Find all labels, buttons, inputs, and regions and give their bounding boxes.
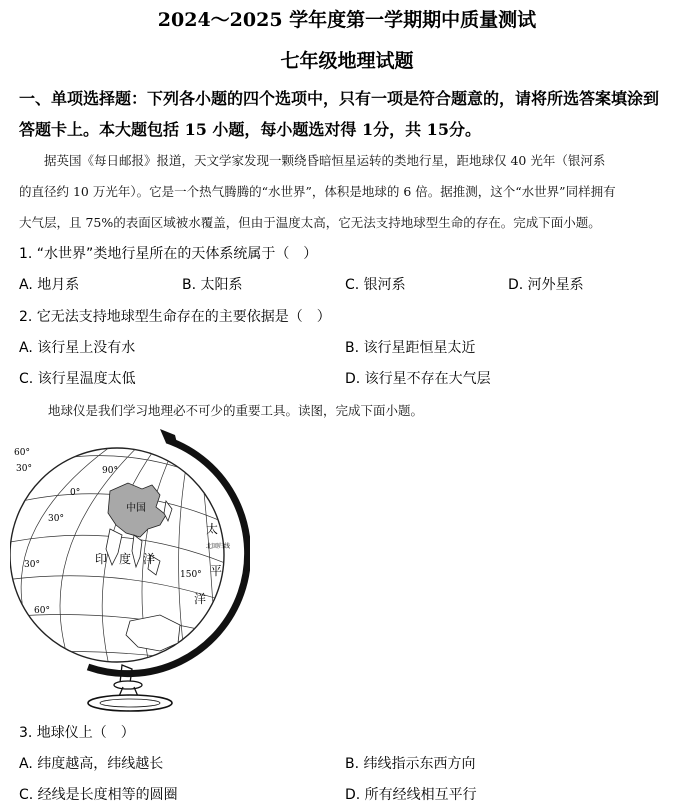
label-pacific-3: 洋 <box>194 592 207 606</box>
passage1-line1: 据英国《每日邮报》报道，天文学家发现一颗绕昏暗恒星运转的类地行星，距地球仅 40 光年（银河系 <box>44 153 606 168</box>
passage1-line3: 大气层，且 75%的表面区域被水覆盖，但由于温度太高，它无法支持地球型生命的存在。完成下面小题。 <box>19 215 601 230</box>
label-lon-150: 150° <box>180 570 202 580</box>
question-3-option-b: B. 纬线指示东西方向 <box>345 756 476 772</box>
question-2-option-b: B. 该行星距恒星太近 <box>345 340 476 356</box>
label-pacific-2: 平 <box>210 564 223 578</box>
label-lat-60b: 60° <box>34 606 50 616</box>
globe-figure <box>10 425 250 715</box>
question-1-option-b: B. 太阳系 <box>182 277 243 293</box>
question-3-option-d: D. 所有经线相互平行 <box>345 787 477 803</box>
exam-title: 2024～2025 学年度第一学期期中质量测试 <box>157 9 537 31</box>
question-2-option-d: D. 该行星不存在大气层 <box>345 371 491 387</box>
question-2-option-c: C. 该行星温度太低 <box>19 371 136 387</box>
question-1-option-d: D. 河外星系 <box>508 277 584 293</box>
label-lat-60a: 60° <box>14 448 30 458</box>
section-instruction-line2: 答题卡上。本大题包括 15 小题，每小题选对得 1分，共 15分。 <box>19 120 481 139</box>
label-lat-30a: 30° <box>16 464 32 474</box>
question-3-option-c: C. 经线是长度相等的圆圈 <box>19 787 178 803</box>
question-1-option-a: A. 地月系 <box>19 277 80 293</box>
label-indian-ocean: 印 度 洋 <box>95 552 156 566</box>
question-3-stem: 3. 地球仪上（ ） <box>19 725 135 741</box>
exam-subtitle: 七年级地理试题 <box>280 50 414 72</box>
passage1-line2: 的直径约 10 万光年）。它是一个热气腾腾的“水世界”，体积是地球的 6 倍。据推测，这个“水世界”同样拥有 <box>19 184 616 199</box>
question-1-option-c: C. 银河系 <box>345 277 406 293</box>
label-tropic: 北回归线 <box>206 543 231 550</box>
label-lon-90: 90° <box>102 466 118 476</box>
label-lon-0: 0° <box>70 488 81 498</box>
label-china: 中国 <box>126 503 146 514</box>
question-3-option-a: A. 纬度越高，纬线越长 <box>19 756 164 772</box>
label-pacific-1: 太 <box>206 522 219 536</box>
question-1-stem: 1. “水世界”类地行星所在的天体系统属于（ ） <box>19 246 318 262</box>
section-instruction-line1: 一、单项选择题：下列各小题的四个选项中，只有一项是符合题意的，请将所选答案填涂到 <box>19 89 660 108</box>
label-lat-30b: 30° <box>48 514 64 524</box>
question-2-stem: 2. 它无法支持地球型生命存在的主要依据是（ ） <box>19 309 331 325</box>
label-lat-30c: 30° <box>24 560 40 570</box>
passage2: 地球仪是我们学习地理必不可少的重要工具。读图，完成下面小题。 <box>48 403 424 418</box>
question-2-option-a: A. 该行星上没有水 <box>19 340 136 356</box>
